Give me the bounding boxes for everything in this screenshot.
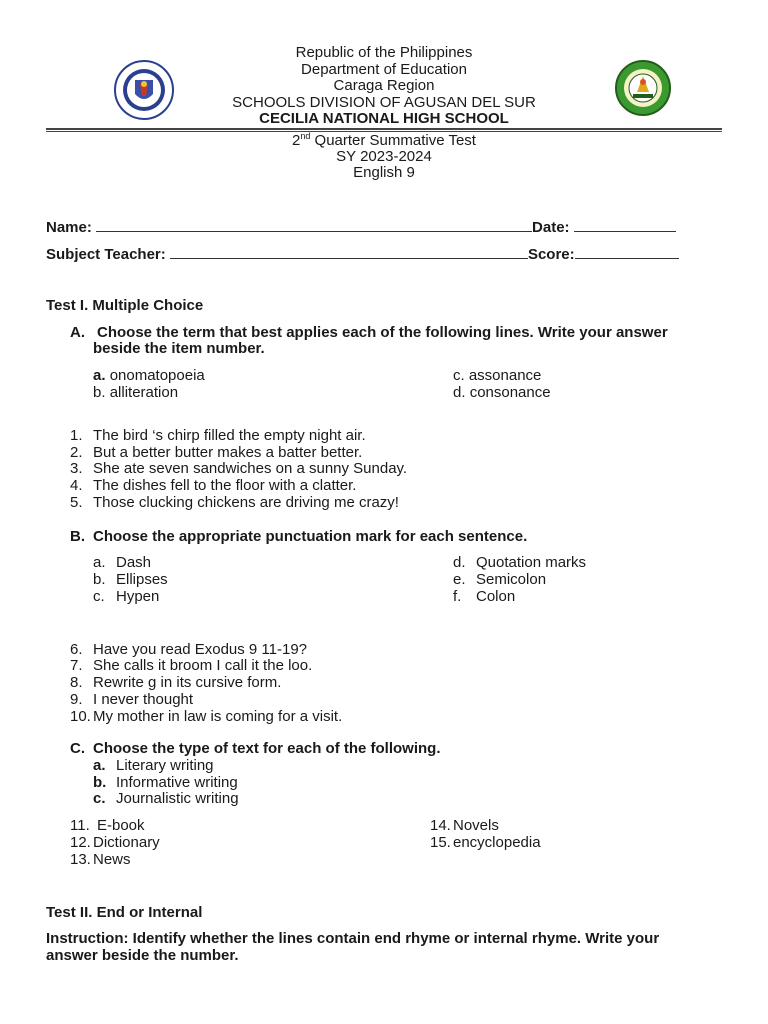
list-item: 2. But a better butter makes a batter better. (70, 444, 363, 461)
section-c-letter: C. (70, 740, 85, 757)
test2-instruction-line1: Instruction: Identify whether the lines contain end rhyme or internal rhyme. Write your (46, 930, 660, 947)
score-blank[interactable] (575, 244, 679, 259)
choice-item: e. Semicolon (453, 571, 547, 588)
name-blank[interactable] (96, 217, 532, 232)
test1-title: Test I. Multiple Choice (46, 297, 204, 314)
name-label: Name: (46, 219, 92, 236)
date-label: Date: (532, 219, 570, 236)
section-b-instruction: Choose the appropriate punctuation mark for each sentence. (93, 528, 528, 545)
list-item: 5. Those clucking chickens are driving me crazy! (70, 494, 399, 511)
list-item: 8. Rewrite g in its cursive form. (70, 674, 282, 691)
choice-item: f. Colon (453, 588, 516, 605)
choice-item: a. Literary writing (93, 757, 214, 774)
list-item: 13. News (70, 851, 131, 868)
test-quarter-title: 2nd Quarter Summative Test (292, 131, 476, 149)
section-b-letter: B. (70, 528, 85, 545)
header-divider-top (46, 128, 722, 130)
name-field-row (46, 217, 676, 236)
list-item: 14. Novels (430, 817, 499, 834)
list-item: 3. She ate seven sandwiches on a sunny Sunday. (70, 460, 408, 477)
teacher-label: Subject Teacher: (46, 246, 166, 263)
choice-b-item: b. alliteration (93, 384, 179, 401)
teacher-blank[interactable] (170, 244, 528, 259)
list-item: 7. She calls it broom I call it the loo. (70, 657, 313, 674)
list-item: 4. The dishes fell to the floor with a clatter. (70, 477, 357, 494)
header-division: SCHOOLS DIVISION OF AGUSAN DEL SUR (232, 94, 536, 111)
list-item: 9. I never thought (70, 691, 194, 708)
choice-item: d. Quotation marks (453, 554, 587, 571)
test-school-year: SY 2023-2024 (336, 148, 432, 165)
test2-title: Test II. End or Internal (46, 904, 203, 921)
list-item: 10. My mother in law is coming for a visit. (70, 708, 343, 725)
list-item: 6. Have you read Exodus 9 11-19? (70, 641, 308, 658)
section-a-instruction-line2: beside the item number. (93, 340, 265, 357)
list-item: 1. The bird ‘s chirp filled the empty night air. (70, 427, 366, 444)
header-region: Caraga Region (333, 77, 435, 94)
choice-item: c. Hypen (93, 588, 160, 605)
date-blank[interactable] (574, 217, 676, 232)
choice-c-item: c. assonance (453, 367, 542, 384)
header-republic: Republic of the Philippines (295, 44, 473, 61)
header-department: Department of Education (301, 61, 467, 78)
section-c-instruction: Choose the type of text for each of the following. (93, 740, 441, 757)
score-label: Score: (527, 246, 575, 263)
choice-item: b. Ellipses (93, 571, 168, 588)
section-a-instruction-line1: Choose the term that best applies each of the following lines. Write your answer (97, 324, 668, 341)
section-a-letter: A. (70, 324, 85, 341)
test-subject: English 9 (353, 164, 415, 181)
choice-item: b. Informative writing (93, 774, 238, 791)
list-item: 12. Dictionary (70, 834, 160, 851)
header-school-name: CECILIA NATIONAL HIGH SCHOOL (259, 110, 509, 127)
choice-d-item: d. consonance (453, 384, 551, 401)
test2-instruction-line2: answer beside the number. (46, 947, 239, 964)
choice-item: a. Dash (93, 554, 152, 571)
choice-item: c. Journalistic writing (93, 790, 239, 807)
list-item: 15. encyclopedia (430, 834, 541, 851)
choice-a-item: a. onomatopoeia (93, 367, 205, 384)
list-item: 11. E-book (70, 817, 145, 834)
teacher-field-row (46, 244, 679, 263)
